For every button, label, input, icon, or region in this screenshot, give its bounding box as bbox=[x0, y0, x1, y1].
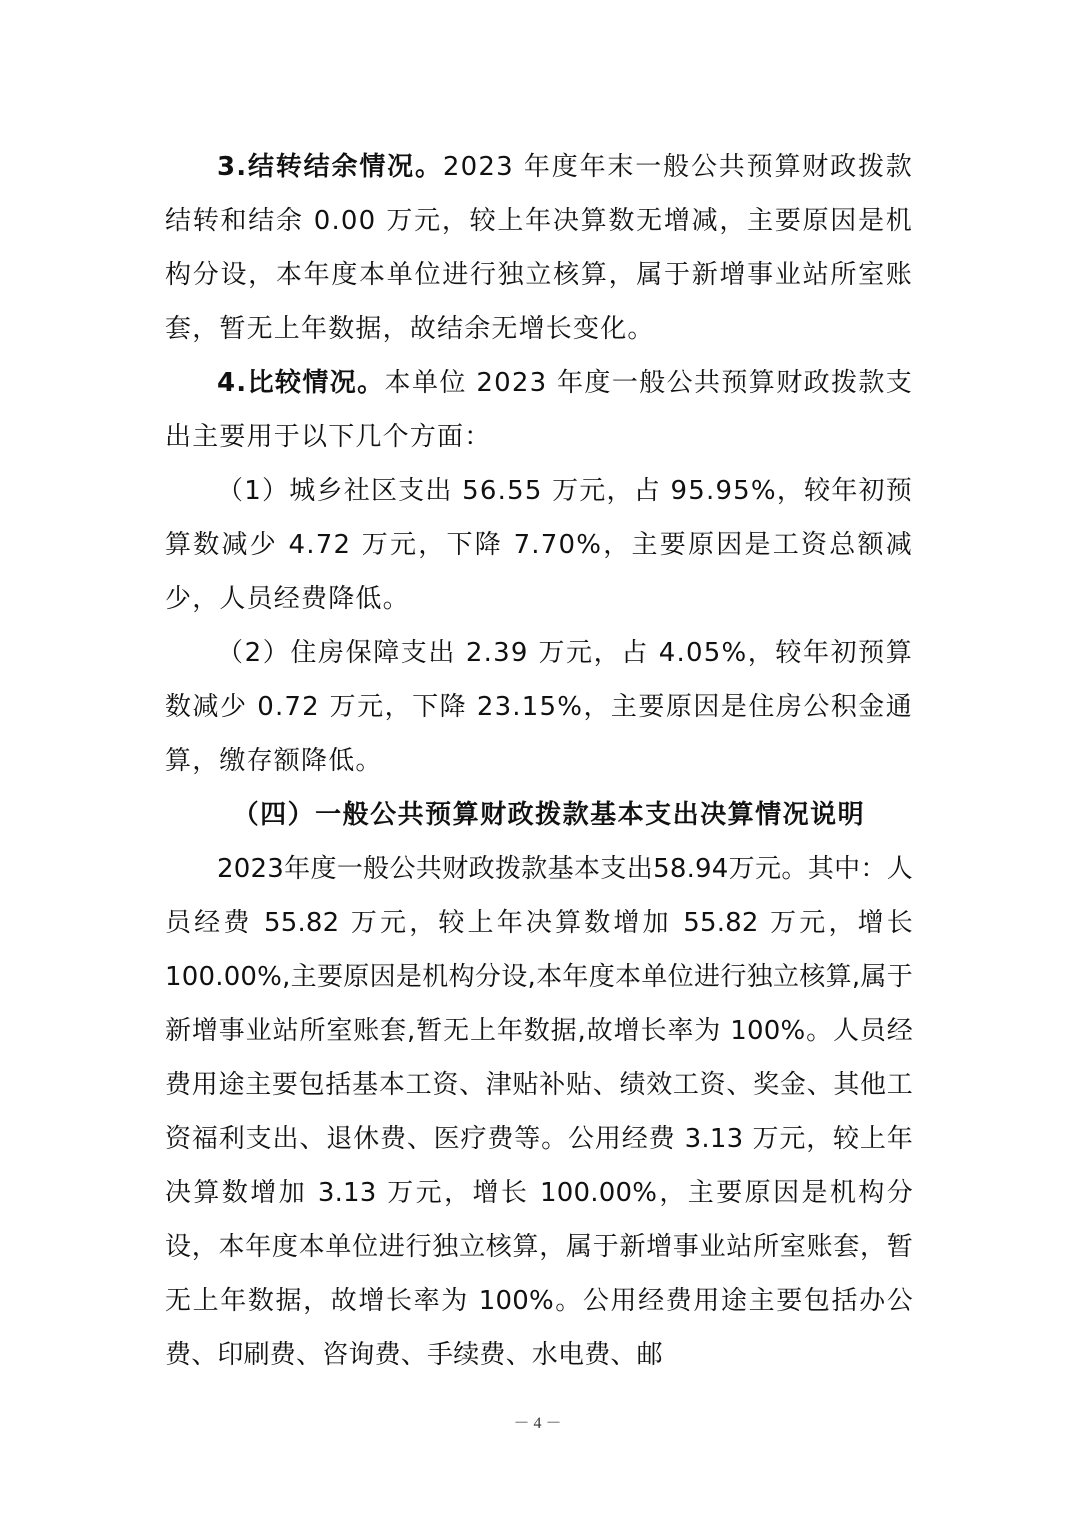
basic-expenditure-paragraph: 2023年度一般公共财政拨款基本支出58.94万元。其中：人员经费 55.82 万元，较上年决算数增加 55.82 万元，增长 100.00%,主要原因是机构分设,本年度本单位进行独立核算,属于新增事业站所室账套,暂无上年数据,故增长率为 100%。人员经费用途主要包括基本工资、津贴补贴、绩效工资、奖金、其他工资福利支出、退休费、医疗费等。公用经费 3.13 万元，较上年决算数增加 3.13 万元，增长 100.00%，主要原因是机构分设，本年度本单位进行独立核算，属于新增事业站所室账套，暂无上年数据，故增长率为 100%。公用经费用途主要包括办公费、印刷费、咨询费、手续费、水电费、邮 bbox=[165, 854, 913, 1370]
comparison-title: 4.比较情况。 bbox=[217, 368, 385, 398]
carryover-paragraph bbox=[165, 140, 913, 356]
housing-item: （2）住房保障支出 2.39 万元，占 4.05%，较年初预算数减少 0.72 万元，下降 23.15%，主要原因是住房公积金通算，缴存额降低。 bbox=[165, 638, 913, 776]
carryover-body: 2023 年度年末一般公共预算财政拨款结转和结余 0.00 万元，较上年决算数无增减，主要原因是机构分设，本年度本单位进行独立核算，属于新增事业站所室账套，暂无上年数据，故结余无增长变化。 bbox=[165, 152, 913, 344]
comparison-body: 本单位 2023 年度一般公共预算财政拨款支出主要用于以下几个方面： bbox=[165, 368, 913, 452]
document-page bbox=[165, 140, 913, 1382]
urban-rural-item: （1）城乡社区支出 56.55 万元，占 95.95%，较年初预算数减少 4.72 万元，下降 7.70%，主要原因是工资总额减少，人员经费降低。 bbox=[165, 476, 913, 614]
comparison-paragraph bbox=[165, 356, 913, 464]
page-number: － 4 － bbox=[513, 1415, 562, 1432]
carryover-title: 3.结转结余情况。 bbox=[217, 152, 443, 182]
section-heading-4: （四）一般公共预算财政拨款基本支出决算情况说明 bbox=[232, 800, 866, 830]
